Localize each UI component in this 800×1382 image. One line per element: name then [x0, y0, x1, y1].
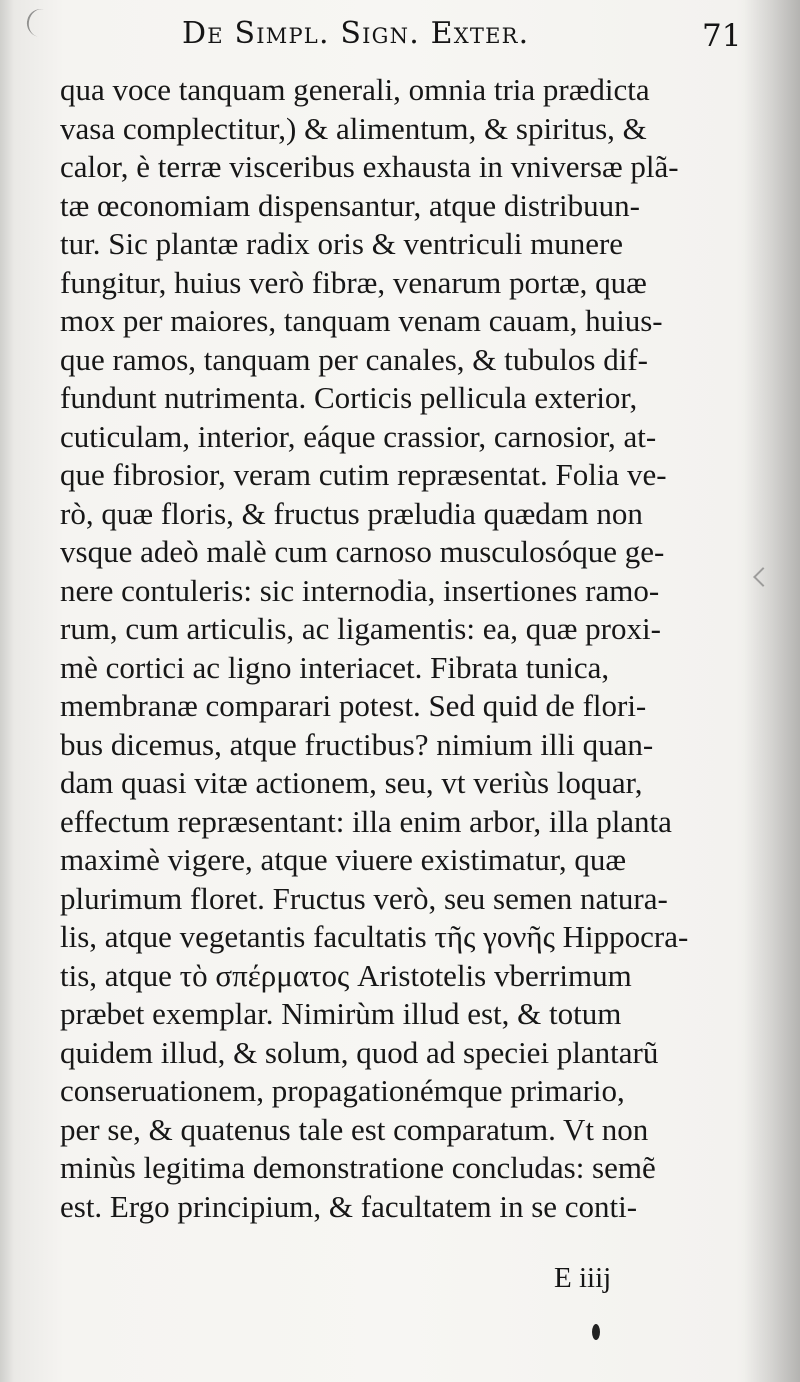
signature-mark: E iiij: [554, 1262, 612, 1294]
page-left-edge: [0, 0, 14, 1382]
text-line: minùs legitima demonstratione concludas: semẽ: [60, 1150, 656, 1185]
page-gutter-shadow: [744, 0, 800, 1382]
text-line: fungitur, huius verò fibræ, venarum portæ, quæ: [60, 264, 647, 300]
text-line: tis, atque τὸ σπέρματος Aristotelis vberrimum: [60, 957, 632, 993]
text-line: est. Ergo principium, & facultatem in se conti-: [60, 1188, 638, 1224]
text-line: maximè vigere, atque viuere existimatur, quæ: [60, 842, 627, 877]
text-line: mox per maiores, tanquam venam cauam, huius-: [60, 303, 663, 338]
text-line: dam quasi vitæ actionem, seu, vt veriùs loquar,: [60, 765, 643, 800]
text-line: que fibrosior, veram cutim repræsentat. Folia ve-: [60, 457, 667, 492]
text-line: effectum repræsentant: illa enim arbor, illa planta: [60, 803, 672, 839]
text-line: præbet exemplar. Nimirùm illud est, & totum: [60, 996, 622, 1031]
text-line: per se, & quatenus tale est comparatum. Vt non: [60, 1111, 649, 1147]
text-line: bus dicemus, atque fructibus? nimium illi quan-: [60, 726, 654, 762]
ink-spot: [592, 1324, 600, 1340]
text-line: lis, atque vegetantis facultatis τῆς γονῆς Hippocra-: [60, 919, 689, 954]
text-line: mè cortici ac ligno interiacet. Fibrata tunica,: [60, 649, 610, 685]
text-line: membranæ comparari potest. Sed quid de flori-: [60, 688, 647, 723]
show-through-ink: [67, 1261, 139, 1296]
text-line: rò, quæ floris, & fructus præludia quædam non: [60, 495, 643, 531]
text-line: quidem illud, & solum, quod ad speciei plantarũ: [60, 1034, 659, 1070]
text-line: qua voce tanquam generali, omnia tria prædicta: [60, 72, 650, 107]
text-line: vasa complectitur,) & alimentum, & spiritus, &: [60, 110, 647, 146]
main-text-block: [60, 71, 744, 1226]
text-line: nere contuleris: sic internodia, insertiones ramo-: [60, 572, 660, 608]
margin-mark-left: [24, 6, 47, 37]
running-header-title: De Simpl. Sign. Exter.: [182, 16, 530, 51]
text-line: cuticulam, interior, eáque crassior, carnosior, at-: [60, 418, 657, 454]
text-line: calor, è terræ visceribus exhausta in vniversæ plã-: [60, 149, 679, 184]
text-line: plurimum floret. Fructus verò, seu semen natura-: [60, 880, 668, 916]
page-number: 71: [702, 18, 742, 54]
text-line: conseruationem, propagationémque primario,: [60, 1073, 625, 1108]
text-line: rum, cum articulis, ac ligamentis: ea, quæ proxi-: [60, 611, 661, 646]
text-line: tur. Sic plantæ radix oris & ventriculi munere: [60, 226, 624, 261]
text-line: fundunt nutrimenta. Corticis pellicula exterior,: [60, 380, 638, 415]
text-line: vsque adeò malè cum carnoso musculosóque ge-: [60, 534, 665, 569]
text-line: tæ œconomiam dispensantur, atque distribuun-: [60, 187, 640, 223]
text-line: que ramos, tanquam per canales, & tubulos dif-: [60, 341, 648, 377]
